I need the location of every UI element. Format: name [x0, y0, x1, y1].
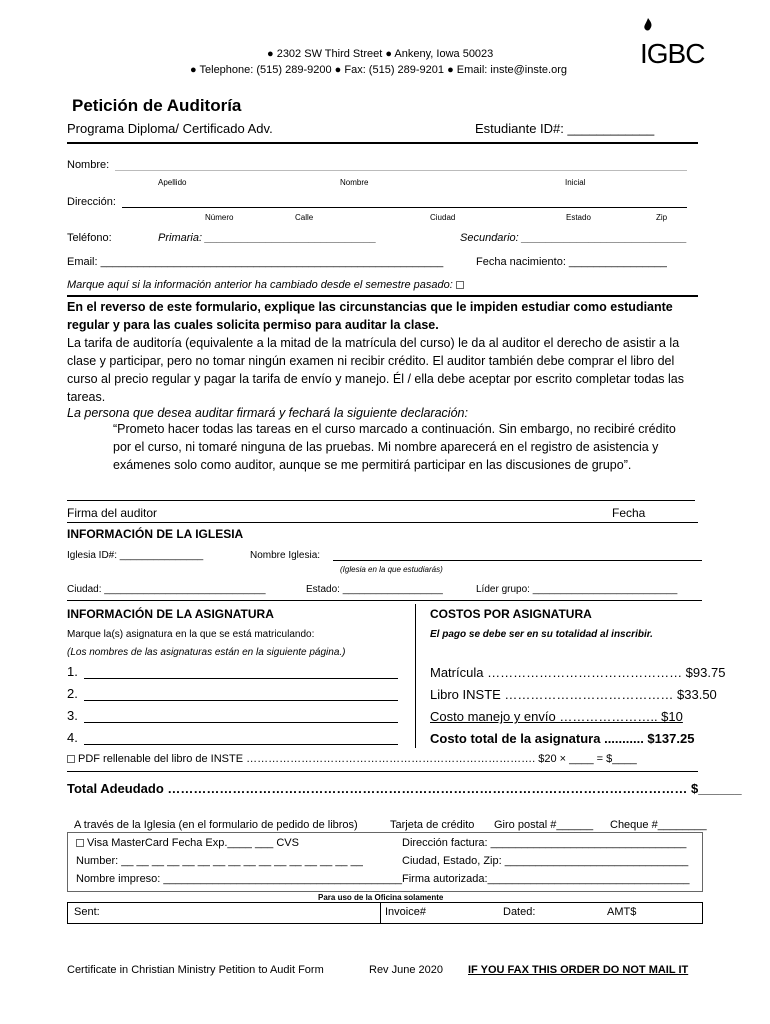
pdf-book-row [67, 753, 637, 765]
student-id-field[interactable]: Estudiante ID#: ____________ [475, 121, 655, 136]
street-caption: Calle [295, 213, 314, 222]
group-leader-field[interactable]: Líder grupo: __________________________ [476, 584, 678, 595]
office-invoice-field[interactable]: Invoice# [385, 906, 426, 918]
course-line-1[interactable] [84, 678, 398, 679]
church-state-field[interactable]: Estado: __________________ [306, 584, 443, 595]
office-sent-field[interactable]: Sent: [74, 906, 100, 918]
initial-caption: Inicial [565, 178, 586, 187]
pdf-book-checkbox[interactable] [67, 755, 75, 763]
authorized-signature-field[interactable]: Firma autorizada:_________________________________ [402, 873, 690, 885]
footer-revision: Rev June 2020 [369, 964, 443, 976]
state-caption: Estado [566, 213, 591, 222]
church-city-field[interactable]: Ciudad: _____________________________ [67, 584, 266, 595]
office-dated-field[interactable]: Dated: [503, 906, 536, 918]
name-label: Nombre: [67, 159, 110, 171]
pay-money-order-field[interactable]: Giro postal #______ [494, 819, 594, 831]
info-changed-text: Marque aquí si la información anterior ha cambiado desde el semestre pasado: [67, 279, 456, 291]
course-number-4: 4. [67, 730, 78, 745]
zip-caption: Zip [656, 213, 668, 222]
office-divider [380, 902, 381, 924]
program-label: Programa Diploma/ Certificado Adv. [67, 121, 273, 136]
signature-label: Firma del auditor [67, 506, 158, 520]
costs-note: El pago se debe ser en su totalidad al inscribir. [430, 629, 653, 640]
total-course-cost: Costo total de la asignatura ........... $137.25 [430, 731, 695, 746]
pay-via-church-text: A través de la Iglesia (en el formulario de pedido de libros) [74, 819, 358, 831]
visa-checkbox[interactable] [76, 839, 84, 847]
declaration-quote: “Prometo hacer todas las tareas en el curso marcado a continuación. Sin embargo, no recibiré crédito por el curso, ni tomaré ninguna de las pruebas. Mi nombre aparecerá en el registro de asistencia y exámenes solo como auditor, aunque se me permitirá participar en las discusiones de grupo”. [113, 422, 676, 472]
pay-check-field[interactable]: Cheque #________ [610, 819, 707, 831]
footer-fax-warning: IF YOU FAX THIS ORDER DO NOT MAIL IT [468, 964, 689, 976]
page-title: Petición de Auditoría [72, 96, 242, 115]
office-amount-field[interactable]: AMT$ [607, 906, 637, 918]
card-type-row [76, 837, 299, 849]
handling-cost: Costo manejo y envío ………………….. $10 [430, 709, 683, 724]
logo-text: IGBC [640, 38, 705, 69]
course-number-1: 1. [67, 664, 78, 679]
courses-heading: INFORMACIÓN DE LA ASIGNATURA [67, 607, 274, 621]
inste-book-cost: Libro INSTE ………………………………… $33.50 [430, 687, 717, 702]
section-divider [67, 295, 698, 297]
name-field[interactable] [115, 170, 687, 171]
card-type-text[interactable]: Visa MasterCard Fecha Exp.____ ___ CVS [87, 837, 299, 849]
church-name-label: Nombre Iglesia: [250, 550, 321, 561]
phone-label: Teléfono: [67, 232, 112, 244]
title-divider [67, 142, 698, 144]
city-caption: Ciudad [430, 213, 456, 222]
secondary-phone-field[interactable]: Secundario: ___________________________ [460, 232, 687, 244]
city-state-zip-field[interactable]: Ciudad, Estado, Zip: ______________________________ [402, 855, 689, 867]
address-field[interactable] [122, 207, 687, 208]
signature-divider [67, 522, 698, 523]
flame-logo-icon [642, 18, 653, 32]
last-name-caption: Apellido [158, 178, 187, 187]
pdf-divider [67, 771, 698, 772]
first-name-caption: Nombre [340, 178, 369, 187]
pay-credit-card-option[interactable]: Tarjeta de crédito [390, 819, 475, 831]
birth-date-field[interactable]: Fecha nacimiento: ________________ [476, 256, 667, 268]
footer-form-name: Certificate in Christian Ministry Petition to Audit Form [67, 964, 324, 976]
declaration-intro: La persona que desea auditar firmará y fechará la siguiente declaración: [67, 406, 468, 420]
total-due: Total Adeudado ………………………………………………………………………………………………………… $______ [67, 781, 742, 796]
course-line-4[interactable] [84, 744, 398, 745]
printed-name-field[interactable]: Nombre impreso: _______________________________________ [76, 873, 403, 885]
bold-instruction: En el reverso de este formulario, explique las circunstancias que le impiden estudiar como estudiante regular y para las cuales solicita permiso para auditar la clase. [67, 300, 673, 332]
courses-divider [415, 604, 416, 748]
pay-via-church [74, 819, 358, 831]
course-line-3[interactable] [84, 722, 398, 723]
course-line-2[interactable] [84, 700, 398, 701]
address-label: Dirección: [67, 196, 116, 208]
costs-heading: COSTOS POR ASIGNATURA [430, 607, 592, 621]
pdf-book-text: PDF rellenable del libro de INSTE ……………………………………………………………………. $20 × ____ = $____ [78, 753, 637, 765]
primary-phone-field[interactable]: Primaria: ____________________________ [158, 232, 377, 244]
info-changed-label [67, 279, 467, 291]
signature-line[interactable] [67, 500, 695, 501]
number-caption: Número [205, 213, 234, 222]
courses-note: (Los nombres de las asignaturas están en la siguiente página.) [67, 647, 346, 658]
info-changed-checkbox[interactable] [456, 281, 464, 289]
church-heading: INFORMACIÓN DE LA IGLESIA [67, 527, 244, 541]
billing-address-field[interactable]: Dirección factura: ________________________________ [402, 837, 687, 849]
office-heading: Para uso de la Oficina solamente [318, 893, 444, 902]
email-field[interactable]: Email: ________________________________________________________ [67, 256, 444, 268]
tuition-cost: Matrícula ……………………………………… $93.75 [430, 665, 726, 680]
church-name-hint: (Iglesia en la que estudiarás) [340, 565, 443, 574]
date-label: Fecha [612, 506, 646, 520]
card-number-field[interactable]: Number: __ __ __ __ __ __ __ __ __ __ __ __ __ __ __ __ [76, 855, 363, 867]
church-divider [67, 600, 702, 601]
course-number-2: 2. [67, 686, 78, 701]
church-name-field[interactable] [333, 560, 702, 561]
fee-paragraph: La tarifa de auditoría (equivalente a la mitad de la matrícula del curso) le da al auditor el derecho de asistir a la clase y participar, pero no tomar ningún examen ni recibir crédito. El auditor también debe comprar el libro del curso al precio regular y pagar la tarifa de envío y manejo. Él / ella debe aceptar por escrito completar todas las tareas. [67, 336, 684, 404]
church-id-field[interactable]: Iglesia ID#: _______________ [67, 550, 204, 561]
contact-line: ● Telephone: (515) 289-9200 ● Fax: (515) 289-9201 ● Email: inste@inste.org [190, 64, 567, 76]
courses-instruction: Marque la(s) asignatura en la que se está matriculando: [67, 629, 315, 640]
address-line: ● 2302 SW Third Street ● Ankeny, Iowa 50023 [267, 48, 494, 60]
course-number-3: 3. [67, 708, 78, 723]
